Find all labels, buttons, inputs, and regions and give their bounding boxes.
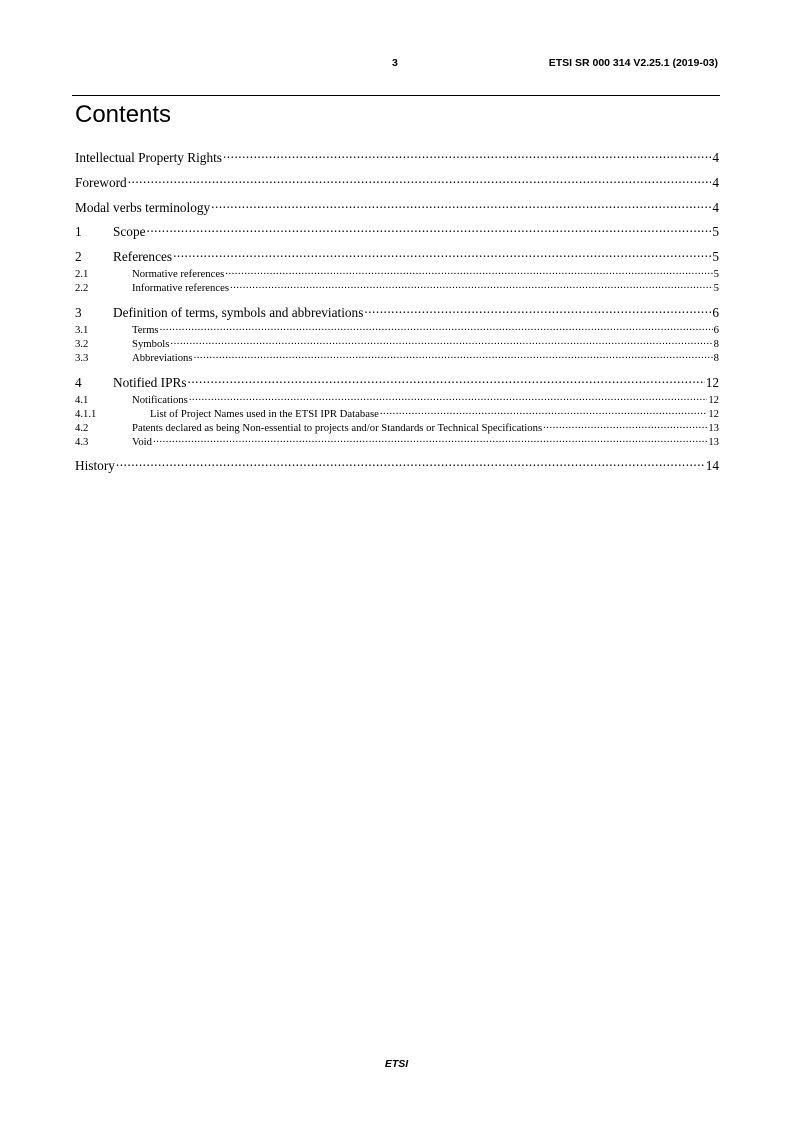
page-title: Contents	[75, 101, 172, 128]
toc-entry-page: 5	[712, 249, 719, 265]
toc-entry-label: Definition of terms, symbols and abbreviations	[113, 305, 364, 321]
toc-entry[interactable]	[75, 434, 719, 448]
toc-entry-number: 4.3	[75, 435, 89, 448]
toc-leader-dots	[170, 336, 712, 347]
toc-entry-label: Modal verbs terminology	[75, 200, 211, 216]
toc-entry[interactable]	[75, 350, 719, 364]
toc-entry[interactable]	[75, 149, 719, 166]
toc-leader-dots	[128, 174, 712, 187]
toc-entry-page: 5	[713, 281, 719, 294]
toc-entry-label: Symbols	[132, 337, 170, 350]
toc-entry[interactable]	[75, 266, 719, 280]
toc-entry-page: 6	[713, 323, 719, 336]
toc-entry-number: 2	[75, 249, 82, 265]
toc-entry[interactable]	[75, 420, 719, 434]
toc-entry-number: 2.2	[75, 281, 89, 294]
toc-entry[interactable]	[75, 336, 719, 350]
toc-entry-label: Normative references	[132, 267, 225, 280]
toc-leader-dots	[160, 322, 713, 333]
toc-entry-label: Abbreviations	[132, 351, 193, 364]
toc-entry-page: 12	[708, 393, 719, 406]
toc-entry[interactable]	[75, 406, 719, 420]
page-header	[0, 57, 793, 73]
toc-entry[interactable]	[75, 322, 719, 336]
toc-entry[interactable]	[75, 223, 719, 240]
toc-leader-dots	[147, 223, 712, 236]
toc-entry-page: 4	[712, 150, 719, 166]
toc-leader-dots	[116, 457, 705, 470]
toc-entry-label: Terms	[132, 323, 159, 336]
page-number: 3	[392, 57, 398, 69]
toc-entry-number: 3.3	[75, 351, 89, 364]
toc-entry-label: History	[75, 458, 115, 474]
toc-leader-dots	[364, 304, 711, 317]
toc-entry-label: Scope	[113, 224, 146, 240]
header-rule	[72, 95, 720, 96]
toc-entry[interactable]	[75, 199, 719, 216]
toc-entry-page: 14	[705, 458, 719, 474]
toc-entry-page: 12	[708, 407, 719, 420]
toc-leader-dots	[189, 392, 708, 403]
toc-entry-page: 6	[712, 305, 719, 321]
toc-entry-page: 13	[708, 421, 719, 434]
toc-entry-label: Notified IPRs	[113, 375, 187, 391]
toc-entry-page: 4	[712, 200, 719, 216]
toc-entry-number: 4.2	[75, 421, 89, 434]
toc-leader-dots	[173, 248, 711, 261]
toc-leader-dots	[223, 149, 711, 162]
toc-entry-page: 13	[708, 435, 719, 448]
toc-entry-page: 4	[712, 175, 719, 191]
toc-entry-page: 8	[713, 351, 719, 364]
page-footer: ETSI	[384, 1058, 409, 1070]
toc-entry-number: 4.1.1	[75, 407, 97, 420]
toc-entry[interactable]	[75, 248, 719, 265]
toc-entry-label: Notifications	[132, 393, 188, 406]
toc-entry[interactable]	[75, 457, 719, 474]
toc-leader-dots	[543, 420, 707, 431]
toc-entry-label: Patents declared as being Non-essential to projects and/or Standards or Technical Specifications	[132, 421, 543, 434]
toc-entry-label: References	[113, 249, 173, 265]
toc-entry[interactable]	[75, 304, 719, 321]
toc-leader-dots	[153, 434, 707, 445]
toc-leader-dots	[225, 266, 712, 277]
toc-entry-number: 3.2	[75, 337, 89, 350]
toc-entry[interactable]	[75, 174, 719, 191]
toc-leader-dots	[380, 406, 707, 417]
toc-entry-label: Void	[132, 435, 152, 448]
toc-leader-dots	[188, 374, 705, 387]
document-id: ETSI SR 000 314 V2.25.1 (2019-03)	[548, 57, 718, 69]
toc-entry[interactable]	[75, 374, 719, 391]
toc-entry-page: 8	[713, 337, 719, 350]
toc-entry-page: 5	[713, 267, 719, 280]
toc-entry-number: 2.1	[75, 267, 89, 280]
toc-entry-page: 5	[712, 224, 719, 240]
toc-entry-number: 4	[75, 375, 82, 391]
toc-entry-label: Foreword	[75, 175, 127, 191]
toc-entry[interactable]	[75, 392, 719, 406]
toc-leader-dots	[211, 199, 711, 212]
toc-leader-dots	[194, 350, 713, 361]
toc-entry-number: 4.1	[75, 393, 89, 406]
toc-entry-label: Intellectual Property Rights	[75, 150, 222, 166]
toc-entry-page: 12	[705, 375, 719, 391]
toc-entry-number: 3.1	[75, 323, 89, 336]
toc-entry[interactable]	[75, 280, 719, 294]
toc-entry-number: 3	[75, 305, 82, 321]
toc-entry-label: List of Project Names used in the ETSI IPR Database	[150, 407, 379, 420]
toc-entry-number: 1	[75, 224, 82, 240]
toc-leader-dots	[230, 280, 713, 291]
toc-entry-label: Informative references	[132, 281, 230, 294]
